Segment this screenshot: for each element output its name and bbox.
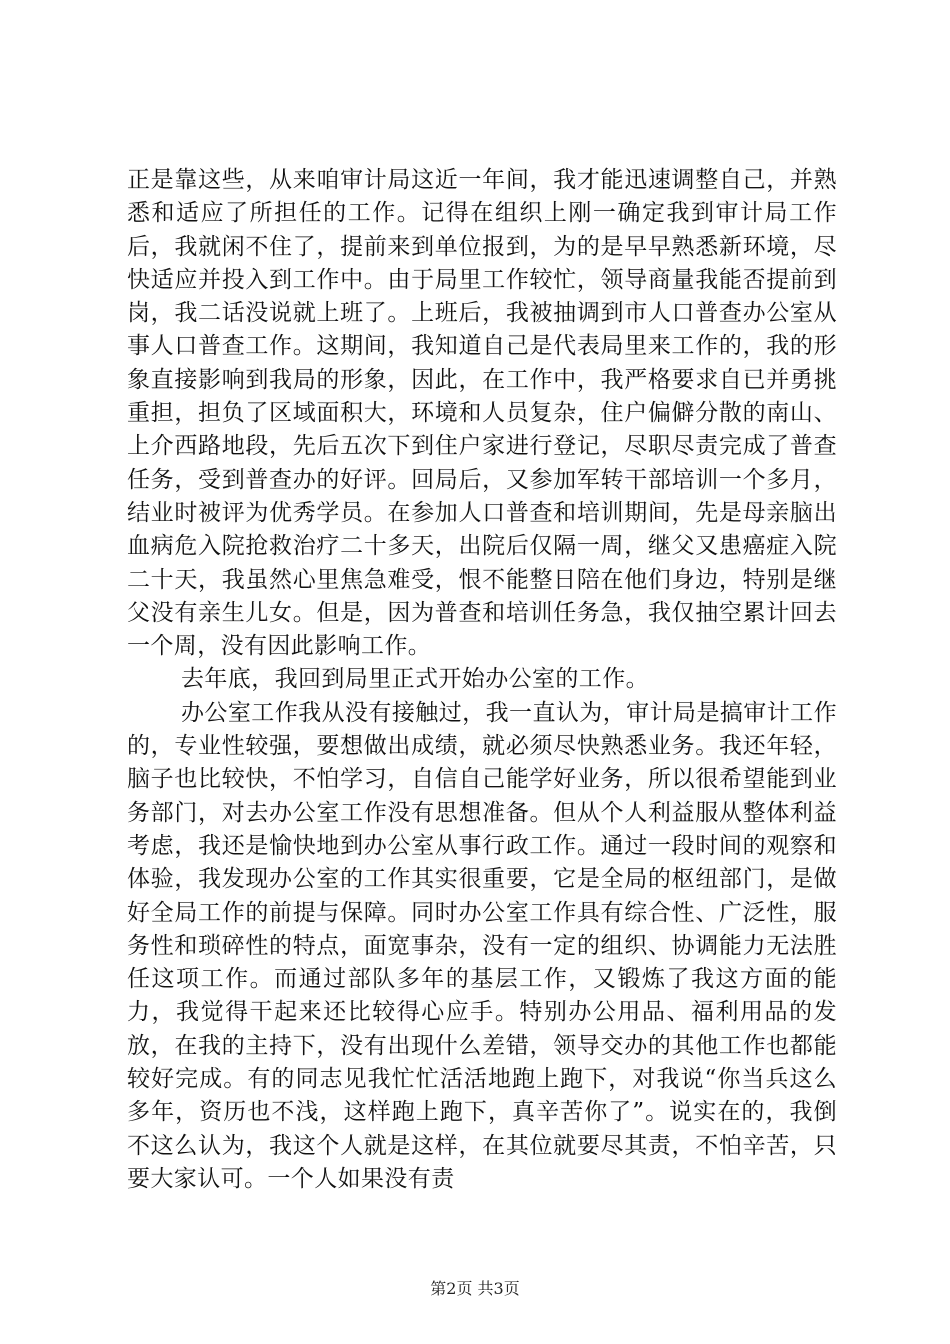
paragraph-1: 正是靠这些，从来咱审计局这近一年间，我才能迅速调整自己，并熟悉和适应了所担任的工作。记得在组织上刚一确定我到审计局工作后，我就闲不住了，提前来到单位报到，为的是早早熟悉新环境，尽快适应并投入到工作中。由于局里工作较忙，领导商量我能否提前到岗，我二话没说就上班了。上班后，我被抽调到市人口普查办公室从事人口普查工作。这期间，我知道自己是代表局里来工作的，我的形象直接影响到我局的形象，因此，在工作中，我严格要求自已并勇挑重担，担负了区域面积大，环境和人员复杂，住户偏僻分散的南山、上介西路地段，先后五次下到住户家进行登记，尽职尽责完成了普查任务，受到普查办的好评。回局后，又参加军转干部培训一个多月，结业时被评为优秀学员。在参加人口普查和培训期间，先是母亲脑出血病危入院抢救治疗二十多天，出院后仅隔一周，继父又患癌症入院二十天，我虽然心里焦急难受，恨不能整日陪在他们身边，特别是继父没有亲生儿女。但是，因为普查和培训任务急，我仅抽空累计回去一个周，没有因此影响工作。 (127, 167, 837, 660)
paragraph-3: 办公室工作我从没有接触过，我一直认为，审计局是搞审计工作的，专业性较强，要想做出成绩，就必须尽快熟悉业务。我还年轻，脑子也比较快，不怕学习，自信自己能学好业务，所以很希望能到业务部门，对去办公室工作没有思想准备。但从个人利益服从整体利益考虑，我还是愉快地到办公室从事行政工作。通过一段时间的观察和体验，我发现办公室的工作其实很重要，它是全局的枢纽部门，是做好全局工作的前提与保障。同时办公室工作具有综合性、广泛性，服务性和琐碎性的特点，面宽事杂，没有一定的组织、协调能力无法胜任这项工作。而通过部队多年的基层工作，又锻炼了我这方面的能力，我觉得干起来还比较得心应手。特别办公用品、福利用品的发放，在我的主持下，没有出现什么差错，领导交办的其他工作也都能较好完成。有的同志见我忙忙活活地跑上跑下，对我说“你当兵这么多年，资历也不浅，这样跑上跑下，真辛苦你了”。说实在的，我倒不这么认为，我这个人就是这样，在其位就要尽其责，不怕辛苦，只要大家认可。一个人如果没有责 (127, 699, 837, 1192)
page-footer: 第2页 共3页 (430, 1279, 520, 1298)
document-body (127, 164, 837, 1196)
paragraph-2: 去年底，我回到局里正式开始办公室的工作。 (181, 666, 649, 693)
